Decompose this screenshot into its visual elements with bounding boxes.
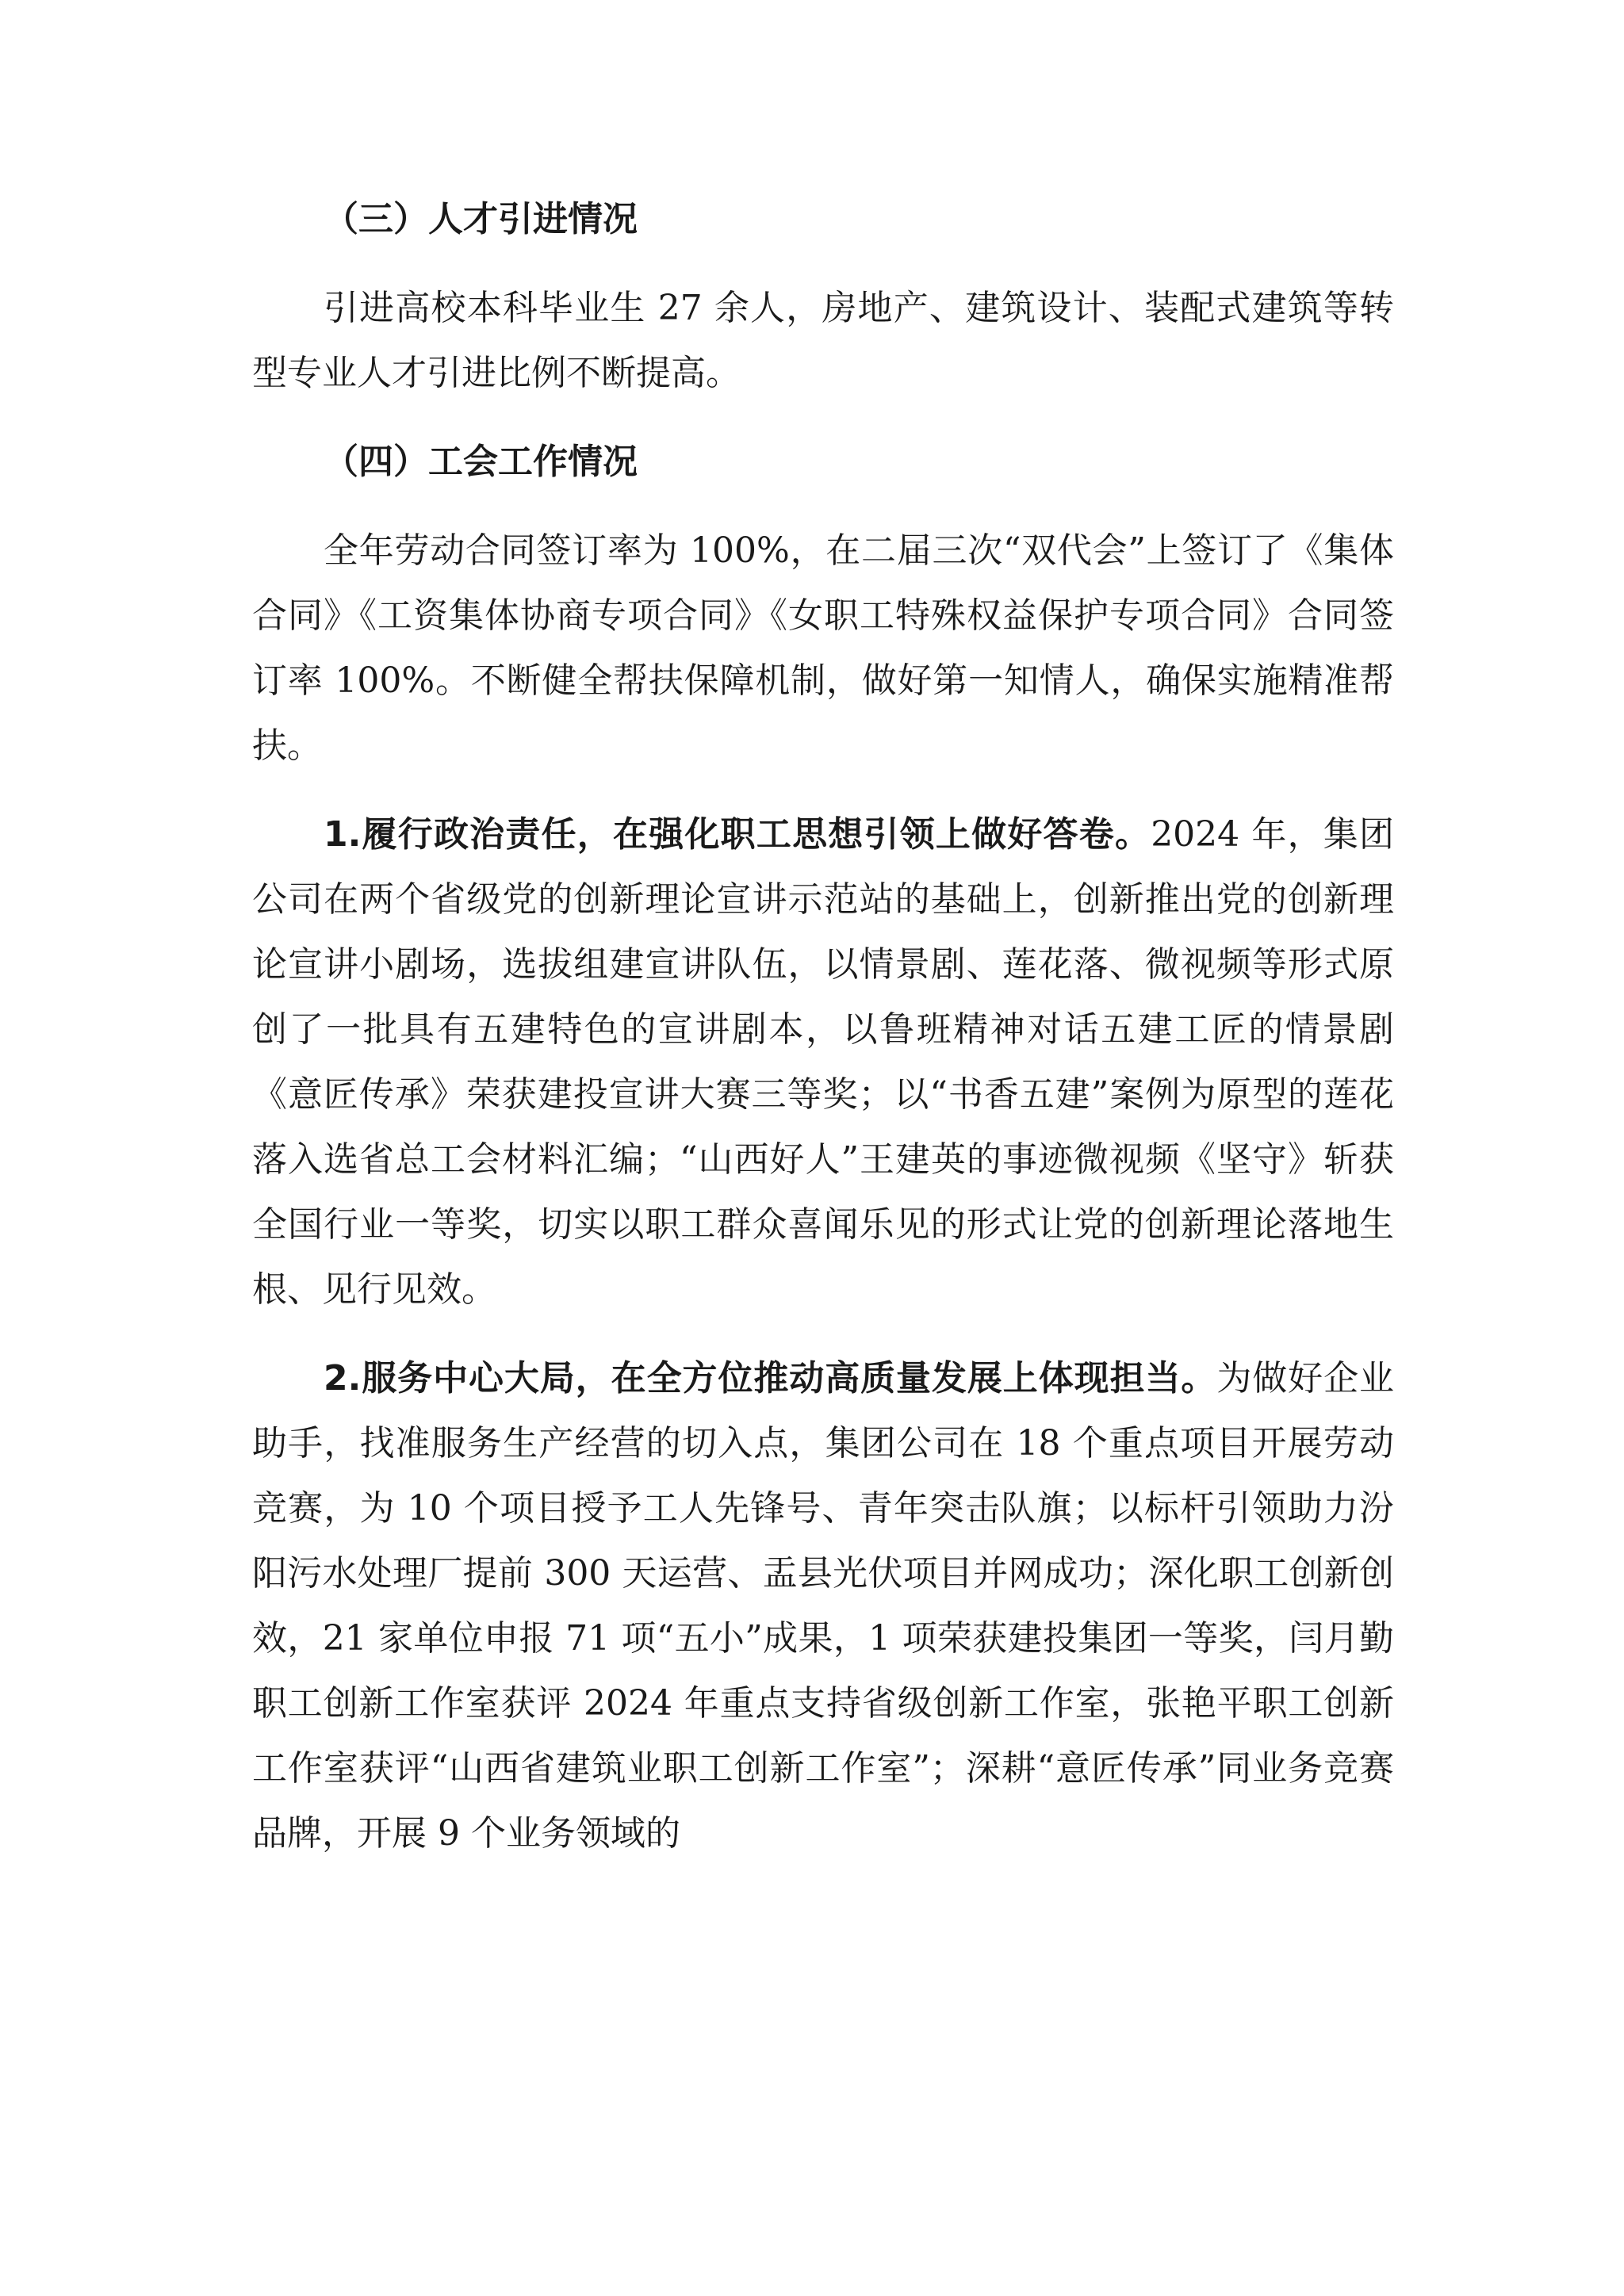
paragraph-item-1: [252, 802, 1394, 1322]
paragraph-talent: 引进高校本科毕业生 27 余人，房地产、建筑设计、装配式建筑等转型专业人才引进比例不断提高。: [252, 288, 1394, 393]
document-body: [252, 187, 1394, 1866]
paragraph-item-2: [252, 1346, 1394, 1866]
section-heading-talent: （三）人才引进情况: [324, 199, 638, 239]
item-1-lead: 1.履行政治责任，在强化职工思想引领上做好答卷。: [324, 814, 1151, 855]
item-2-body: 为做好企业助手，找准服务生产经营的切入点，集团公司在 18 个重点项目开展劳动竞赛，为 10 个项目授予工人先锋号、青年突击队旗；以标杆引领助力汾阳污水处理厂提前 300 天运营、盂县光伏项目并网成功；深化职工创新创效，21 家单位申报 71 项“五小”成果，1 项荣获建投集团一等奖，闫月勤职工创新工作室获评 2024 年重点支持省级创新工作室，张艳平职工创新工作室获评“山西省建筑业职工创新工作室”；深耕“意匠传承”同业务竞赛品牌，开展 9 个业务领域的: [252, 1358, 1395, 1854]
item-1-body: 2024 年，集团公司在两个省级党的创新理论宣讲示范站的基础上，创新推出党的创新理论宣讲小剧场，选拔组建宣讲队伍，以情景剧、莲花落、微视频等形式原创了一批具有五建特色的宣讲剧本，以鲁班精神对话五建工匠的情景剧《意匠传承》荣获建投宣讲大赛三等奖；以“书香五建”案例为原型的莲花落入选省总工会材料汇编；“山西好人”王建英的事迹微视频《坚守》斩获全国行业一等奖，切实以职工群众喜闻乐见的形式让党的创新理论落地生根、见行见效。: [252, 814, 1394, 1310]
section-heading-union: （四）工会工作情况: [324, 442, 638, 482]
paragraph-union: 全年劳动合同签订率为 100%，在二届三次“双代会”上签订了《集体合同》《工资集体协商专项合同》《女职工特殊权益保护专项合同》合同签订率 100%。不断健全帮扶保障机制，做好第一知情人，确保实施精准帮扶。: [252, 530, 1394, 766]
item-2-lead: 2.服务中心大局，在全方位推动高质量发展上体现担当。: [324, 1358, 1217, 1399]
